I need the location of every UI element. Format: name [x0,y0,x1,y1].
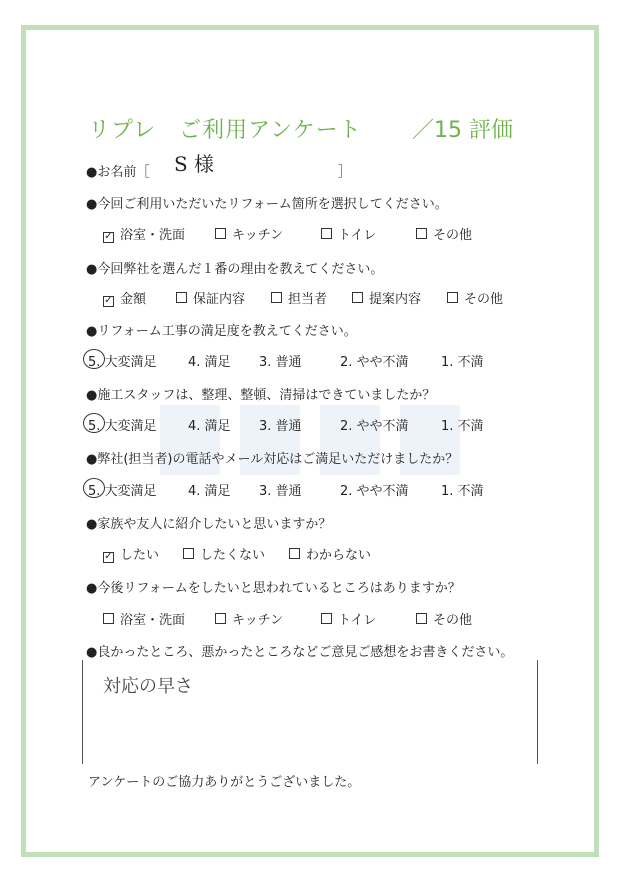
rating-option[interactable]: 3. 普通 [259,355,302,370]
question-3: ●リフォーム工事の満足度を教えてください。 [86,324,357,339]
q2-option[interactable]: 提案内容 [352,288,421,307]
survey-title: リプレ ご利用アンケート [88,118,362,143]
q6-option[interactable]: したくない [183,544,265,563]
checkbox-icon[interactable] [289,548,300,559]
q6-option[interactable]: ✓ したい [104,548,160,563]
q7-option[interactable]: キッチン [215,609,283,628]
checkbox-checked-icon[interactable]: ✓ [104,551,113,562]
rating-option[interactable]: 1. 不満 [441,419,484,434]
score-label: ／15 評価 [412,118,513,143]
question-8: ●良かったところ、悪かったところなどご意見ご感想をお書きください。 [86,645,514,660]
rating-option[interactable]: 5. 大変満足 [88,355,157,370]
thank-you-text: アンケートのご協力ありがとうございました。 [88,775,361,790]
q1-option[interactable]: キッチン [215,224,283,243]
name-label: ●お名前［ [86,165,150,180]
q1-option[interactable]: トイレ [321,224,376,243]
checkbox-icon[interactable] [103,613,114,624]
rating-option[interactable]: 2. やや不満 [340,355,409,370]
q2-option[interactable]: 保証内容 [176,288,245,307]
rating-option[interactable]: 3. 普通 [259,419,302,434]
checkbox-icon[interactable] [215,613,226,624]
question-7: ●今後リフォームをしたいと思われているところはありますか？ [86,581,461,596]
q1-option[interactable]: その他 [416,224,472,243]
checkbox-icon[interactable] [215,228,226,239]
rating-option[interactable]: 3. 普通 [259,484,302,499]
question-6: ●家族や友人に紹介したいと思いますか？ [86,517,332,532]
q2-option[interactable]: ✓ 金額 [104,292,147,307]
rating-option[interactable]: 5. 大変満足 [88,484,157,499]
q6-option[interactable]: わからない [289,544,371,563]
rating-option[interactable]: 1. 不満 [441,484,484,499]
rating-option[interactable]: 4. 満足 [188,355,231,370]
question-1: ●今回ご利用いただいたリフォーム箇所を選択してください。 [86,197,448,212]
checkbox-icon[interactable] [271,292,282,303]
checkbox-icon[interactable] [416,613,427,624]
name-close-bracket: ］ [338,165,352,180]
checkbox-icon[interactable] [352,292,363,303]
q1-option[interactable]: ✓ 浴室・洗面 [104,228,186,243]
checkbox-icon[interactable] [321,613,332,624]
rating-option[interactable]: 2. やや不満 [340,419,409,434]
question-2: ●今回弊社を選んだ１番の理由を教えてください。 [86,262,384,277]
checkbox-icon[interactable] [176,292,187,303]
checkbox-icon[interactable] [447,292,458,303]
checkbox-icon[interactable] [321,228,332,239]
question-5: ●弊社(担当者)の電話やメール対応はご満足いただけましたか？ [86,452,459,467]
rating-option[interactable]: 4. 満足 [188,419,231,434]
name-value: S 様 [174,152,215,176]
q2-option[interactable]: 担当者 [271,288,327,307]
rating-option[interactable]: 4. 満足 [188,484,231,499]
q7-option[interactable]: 浴室・洗面 [103,609,185,628]
question-4: ●施工スタッフは、整理、整頓、清掃はできていましたか？ [86,388,436,403]
checkbox-checked-icon[interactable]: ✓ [104,231,113,242]
checkbox-icon[interactable] [183,548,194,559]
q2-option[interactable]: その他 [447,288,503,307]
q7-option[interactable]: その他 [416,609,472,628]
watermark-logo [150,395,470,485]
checkbox-checked-icon[interactable]: ✓ [104,295,113,306]
checkbox-icon[interactable] [416,228,427,239]
rating-option[interactable]: 5. 大変満足 [88,419,157,434]
comment-text: 対応の早さ [103,676,193,697]
rating-option[interactable]: 2. やや不満 [340,484,409,499]
q7-option[interactable]: トイレ [321,609,376,628]
rating-option[interactable]: 1. 不満 [441,355,484,370]
